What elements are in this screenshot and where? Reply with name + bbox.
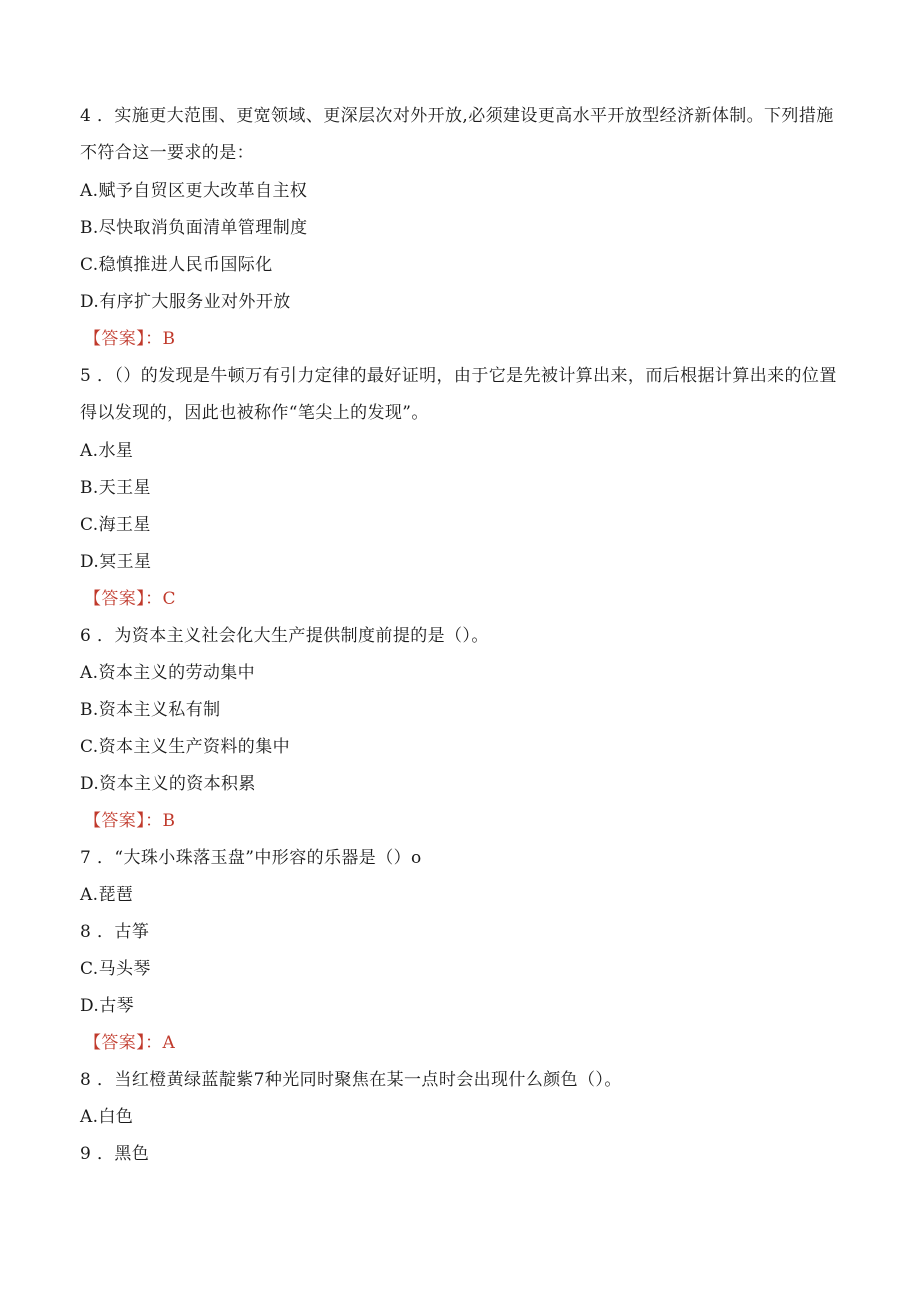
answer-7: 【答案】：A	[84, 1033, 176, 1053]
option-4a: A.赋予自贸区更大改革自主权	[80, 181, 308, 201]
question-stem-5: 5 ．（）的发现是牛顿万有引力定律的最好证明，由于它是先被计算出来，而后根据计算出来的位置得以发现的，因此也被称作“笔尖上的发现”。	[80, 366, 837, 423]
option-7a: A.琵琶	[80, 885, 134, 905]
option-4c: C.稳慎推进人民币国际化	[80, 255, 273, 275]
option-5a: A.水星	[80, 441, 134, 461]
option-7b: 8 ．古筝	[80, 922, 150, 942]
question-stem-8: 8 ．当红橙黄绿蓝靛紫7种光同时聚焦在某一点时会出现什么颜色（）。	[80, 1070, 622, 1090]
option-5d: D.冥王星	[80, 552, 152, 572]
answer-4: 【答案】：B	[84, 329, 176, 349]
option-6a: A.资本主义的劳动集中	[80, 663, 256, 683]
question-stem-4: 4 ．实施更大范围、更宽领域、更深层次对外开放,必须建设更高水平开放型经济新体制。下列措施不符合这一要求的是：	[80, 106, 834, 163]
option-7c: C.马头琴	[80, 959, 151, 979]
option-6b: B.资本主义私有制	[80, 700, 221, 720]
option-5c: C.海王星	[80, 515, 151, 535]
question-stem-7: 7 ．“大珠小珠落玉盘”中形容的乐器是（）o	[80, 848, 422, 868]
document-page	[80, 104, 840, 1179]
question-stem-6: 6 ．为资本主义社会化大生产提供制度前提的是（）。	[80, 626, 489, 646]
option-4d: D.有序扩大服务业对外开放	[80, 292, 291, 312]
option-6c: C.资本主义生产资料的集中	[80, 737, 291, 757]
option-5b: B.天王星	[80, 478, 151, 498]
option-8b: 9 ．黑色	[80, 1144, 150, 1164]
answer-6: 【答案】：B	[84, 811, 176, 831]
option-7d: D.古琴	[80, 996, 135, 1016]
option-8a: A.白色	[80, 1107, 134, 1127]
option-6d: D.资本主义的资本积累	[80, 774, 256, 794]
answer-5: 【答案】：C	[84, 589, 176, 609]
option-4b: B.尽快取消负面清单管理制度	[80, 218, 308, 238]
